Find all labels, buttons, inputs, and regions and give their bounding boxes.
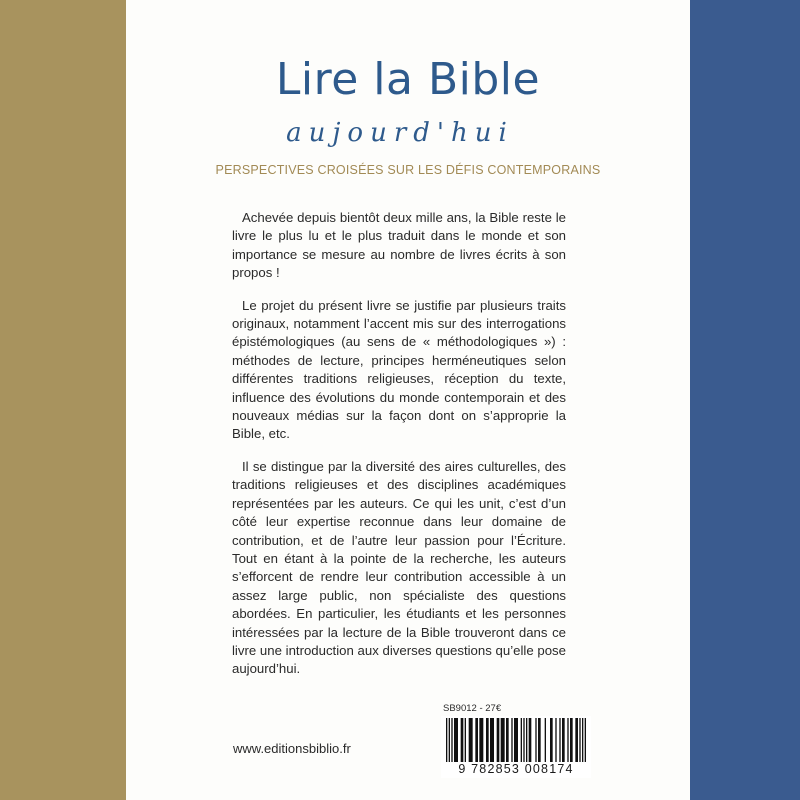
barcode-bar: [526, 718, 527, 762]
barcode-bar: [469, 718, 473, 762]
barcode-bar: [529, 718, 532, 762]
barcode-bar: [535, 718, 536, 762]
barcode-bar: [567, 718, 568, 762]
publisher-website: www.editionsbiblio.fr: [233, 741, 351, 756]
blurb-paragraph: Il se distingue par la diversité des aires culturelles, des traditions religieuses et des disciplines académiques représentées par les auteurs. Ce qui les unit, c’est d’un côté leur expertise reconnue dans leur domaine de contribution, et de l’autre leur passion pour l’Écriture. Tout en étant à la pointe de la recherche, les auteurs s’efforcent de rendre leur contribution accessible à un assez large public, non spécialiste des questions abordées. En particulier, les étudiants et les personnes intéressées par la lecture de la Bible trouveront dans ce livre une introduction aux diverses questions qu’elle pose aujourd’hui.: [232, 458, 566, 677]
barcode-bar: [454, 718, 458, 762]
blurb-paragraph: Achevée depuis bientôt deux mille ans, la Bible reste le livre le plus lu et le plus traduit dans le monde et son importance se mesure au nombre de livres écrits à son propos !: [232, 210, 566, 281]
barcode-bar: [514, 718, 518, 762]
book-tagline: PERSPECTIVES CROISÉES SUR LES DÉFIS CONTEMPORAINS: [215, 163, 601, 177]
barcode-bar: [446, 718, 447, 762]
barcode-bar: [490, 718, 494, 762]
barcode-bar: [579, 718, 580, 762]
blurb-text: [232, 209, 566, 693]
barcode-bar: [506, 718, 509, 762]
barcode-bar: [550, 718, 553, 762]
barcode-bar: [465, 718, 466, 762]
barcode-bar: [501, 718, 505, 762]
barcode-bar: [449, 718, 450, 762]
book-subtitle: aujourd'hui: [286, 118, 514, 148]
barcode-bar: [475, 718, 478, 762]
blurb-paragraph: Le projet du présent livre se justifie par plusieurs traits originaux, notamment l’accent mis sur des interrogations épistémologiques (au sens de « méthodologiques ») : méthodes de lecture, principes herméneutiques selon différentes traditions religieuses, réception du texte, influence des évolutions du monde contemporain et des nouveaux médias sur la façon dont on s’approprie la Bible, etc.: [232, 297, 566, 442]
barcode-bar: [562, 718, 565, 762]
barcode-bar: [585, 718, 586, 762]
isbn-number: 9 782853 008174: [441, 762, 591, 776]
barcode-bar: [497, 718, 500, 762]
barcode-bar: [451, 718, 452, 762]
barcode-bar: [479, 718, 483, 762]
barcode-bar: [582, 718, 583, 762]
barcode-bar: [538, 718, 541, 762]
barcode-graphic: [441, 716, 591, 764]
price-code: SB9012 - 27€: [443, 703, 502, 714]
barcode-bar: [521, 718, 522, 762]
barcode-bar: [523, 718, 524, 762]
barcode-bar: [461, 718, 464, 762]
barcode-bar: [559, 718, 560, 762]
barcode-bar: [545, 718, 546, 762]
barcode-bar: [575, 718, 578, 762]
barcode-bar: [511, 718, 512, 762]
book-title: Lire la Bible: [275, 54, 541, 105]
barcode-bar: [570, 718, 573, 762]
barcode-bar: [486, 718, 489, 762]
barcode-bar: [555, 718, 556, 762]
